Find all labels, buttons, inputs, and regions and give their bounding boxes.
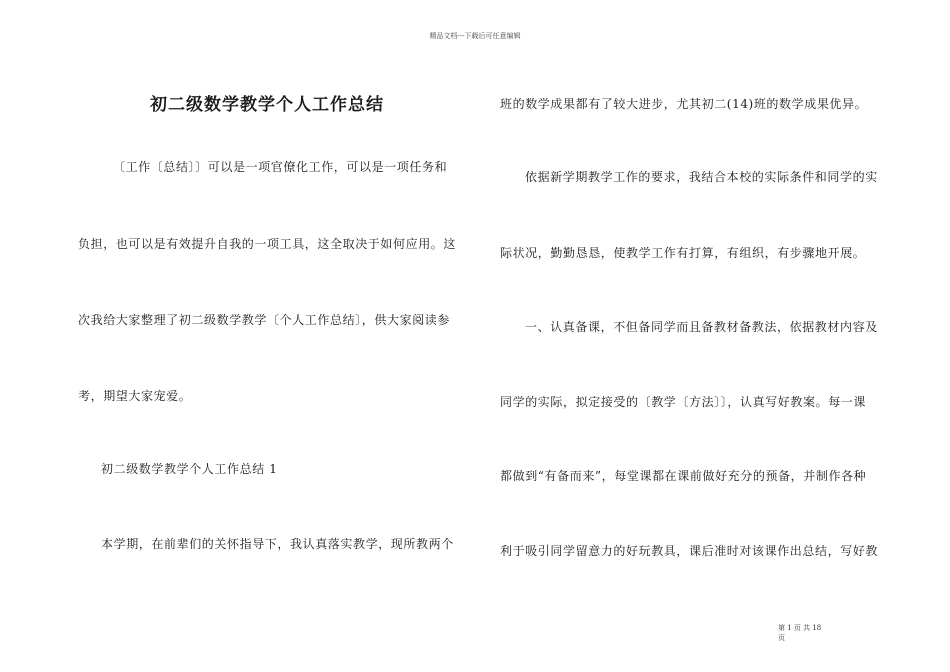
- section-heading: 初二级数学教学个人工作总结 1: [101, 462, 278, 476]
- page-number-line: 页: [778, 634, 785, 642]
- paragraph-line: 一、认真备课，不但备同学而且备教材备教法，依据教材内容及: [525, 320, 878, 334]
- page-number-line: 第 1 页 共 18: [778, 624, 822, 632]
- paragraph-line: 际状况，勤勤恳恳，使教学工作有打算，有组织，有步骤地开展。: [500, 246, 866, 260]
- paragraph-line: 班的数学成果都有了较大进步，尤其初二(14)班的数学成果优异。: [500, 97, 868, 111]
- paragraph-line: 都做到“有备而来”，每堂课都在课前做好充分的预备，并制作各种: [500, 469, 867, 483]
- page-number: [778, 623, 848, 643]
- paragraph-line: 〔工作〔总结〕〕可以是一项官僚化工作，可以是一项任务和: [113, 160, 448, 174]
- paragraph-line: 负担，也可以是有效提升自我的一项工具，这全取决于如何应用。这: [78, 237, 457, 251]
- paragraph-line: 同学的实际，拟定接受的〔教学〔方法〕〕，认真写好教案。每一课: [500, 395, 867, 409]
- paragraph-line: 利于吸引同学留意力的好玩教具，课后准时对该课作出总结，写好教: [500, 544, 879, 558]
- paragraph-line: 依据新学期教学工作的要求，我结合本校的实际条件和同学的实: [525, 170, 878, 184]
- paragraph-line: 次我给大家整理了初二级数学教学〔个人工作总结〕，供大家阅读参: [78, 313, 451, 327]
- paragraph-line: 本学期，在前辈们的关怀指导下，我认真落实教学，现所教两个: [101, 537, 454, 551]
- page-header: 精品文档---下载后可任意编辑: [429, 32, 521, 40]
- paragraph-line: 考，期望大家宠爱。: [78, 389, 192, 403]
- document-title: 初二级数学教学个人工作总结: [150, 95, 384, 115]
